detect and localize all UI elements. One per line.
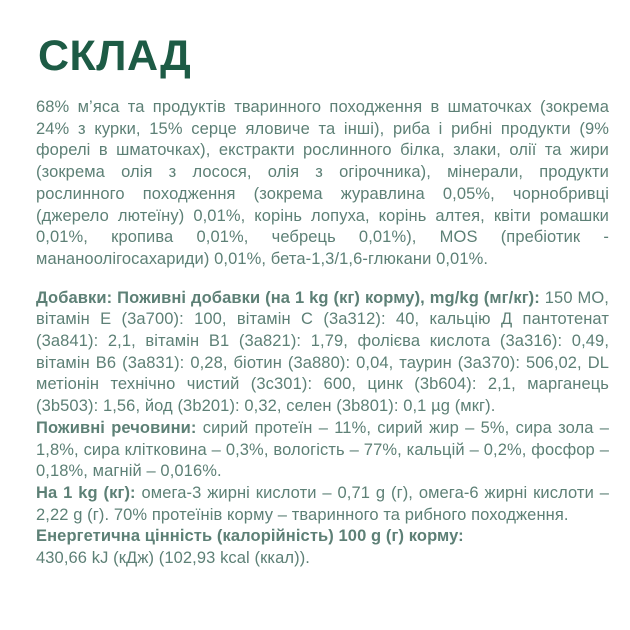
composition-text: 68% м’яса та продуктів тваринного походження в шматочках (зокрема 24% з курки, 15% серце яловиче та інші), риба і рибні продукти (9% форелі в шматочках), екстракти рослинного білка, злаки, олії та жири (зокрема олія з лосося, олія з огірочника), мінерали, продукти рослинного походження (зокрема журавлина 0,05%, чорнобривці (джерело лютеїну) 0,01%, корінь лопуха, корінь алтея, квіти ромашки 0,01%, кропива 0,01%, чебрець 0,01%), MOS (пребіотик - мананоолігосахариди) 0,01%, бета-1,3/1,6-глюкани 0,01%. — [36, 98, 609, 268]
additives-paragraph — [36, 288, 609, 418]
additives-label: Добавки: Поживні добавки (на 1 kg (кг) корму), mg/kg (мг/кг): — [36, 288, 540, 307]
energy-paragraph — [36, 526, 609, 569]
energy-value: 430,66 kJ (кДж) (102,93 kcal (ккал)). — [36, 549, 310, 568]
nutrients-text: сирий протеїн – 11%, сирий жир – 5%, сира зола – 1,8%, сира клітковина – 0,3%, вологість – 77%, кальцій – 0,2%, фосфор – 0,18%, магній – 0,016%. — [36, 418, 610, 481]
per-kg-label: На 1 kg (кг): — [36, 483, 136, 502]
per-kg-text: омега-3 жирні кислоти – 0,71 g (г), омега-6 жирні кислоти – 2,22 g (г). 70% протеїнів корму – тваринного та рибного походження. — [36, 483, 609, 524]
energy-label: Енергетична цінність (калорійність) 100 g (г) корму: — [36, 527, 464, 546]
additives-text: 150 МО, вітамін Е (3a700): 100, вітамін С (3a312): 40, кальцію Д пантотенат (3a841): 2,1, вітамін B1 (3a821): 1,79, фолієва кислота (3a316): 0,49, вітамін B6 (3a831): 0,28, біотин (3a880): 0,04, таурин (3a370): 506,02, DL метіонін технічно чистий (3c301): 600, цинк (3b604): 2,1, марганець (3b503): 1,56, йод (3b201): 0,32, селен (3b801): 0,1 µg (мкг). — [36, 288, 609, 416]
nutrients-label: Поживні речовини: — [36, 418, 197, 437]
per-kg-paragraph — [36, 483, 609, 526]
page-title: СКЛАД — [38, 32, 192, 80]
nutrients-paragraph — [36, 418, 609, 483]
